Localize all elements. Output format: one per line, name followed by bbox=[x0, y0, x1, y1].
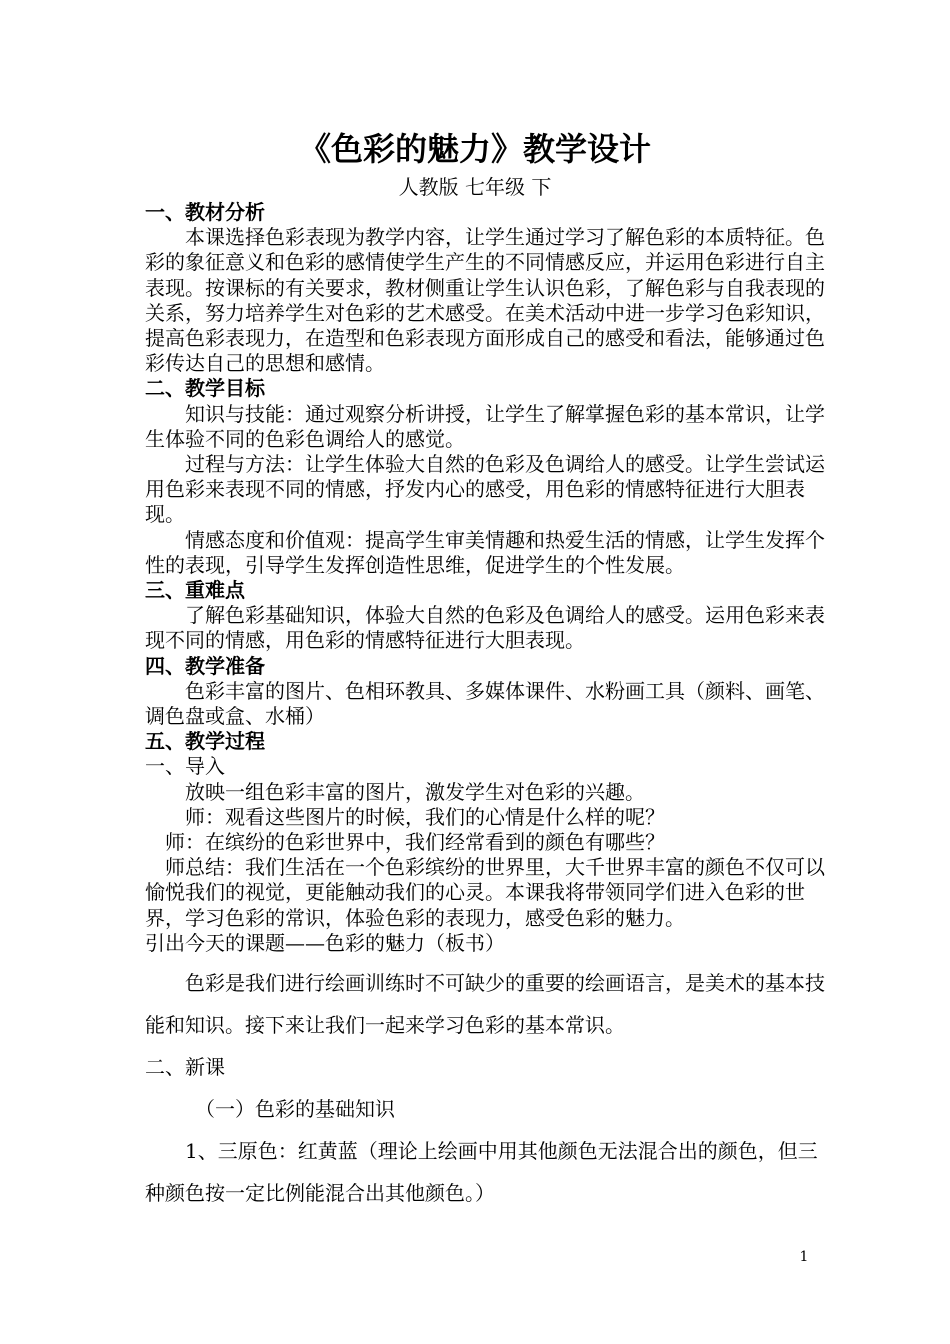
paragraph: 色彩是我们进行绘画训练时不可缺少的重要的绘画语言，是美术的基本技能和知识。接下来让我们一起来学习色彩的基本常识。 bbox=[145, 971, 825, 1038]
document-title: 《色彩的魅力》教学设计 bbox=[298, 130, 651, 168]
paragraph: 师总结：我们生活在一个色彩缤纷的世界里，大千世界丰富的颜色不仅可以愉悦我们的视觉，更能触动我们的心灵。本课我将带领同学们进入色彩的世界，学习色彩的常识，体验色彩的表现力，感受色彩的魅力。 bbox=[145, 855, 825, 930]
section-heading-process: 五、教学过程 bbox=[145, 729, 265, 754]
subsection-heading-intro: 一、导入 bbox=[145, 754, 225, 779]
page-number: 1 bbox=[799, 1249, 809, 1265]
section-heading-key-points: 三、重难点 bbox=[145, 578, 245, 603]
section-heading-materials: 一、教材分析 bbox=[145, 200, 265, 224]
paragraph: 放映一组色彩丰富的图片，激发学生对色彩的兴趣。 bbox=[185, 779, 645, 804]
paragraph: 本课选择色彩表现为教学内容，让学生通过学习了解色彩的本质特征。色彩的象征意义和色彩的感情使学生产生的不同情感反应，并运用色彩进行自主表现。按课标的有关要求，教材侧重让学生认识色彩，了解色彩与自我表现的关系，努力培养学生对色彩的艺术感受。在美术活动中进一步学习色彩知识，提高色彩表现力，在造型和色彩表现方面形成自己的感受和看法，能够通过色彩传达自己的思想和感情。 bbox=[145, 225, 825, 376]
paragraph: 师：观看这些图片的时候，我们的心情是什么样的呢？ bbox=[185, 804, 665, 829]
section-heading-preparation: 四、教学准备 bbox=[145, 653, 265, 678]
paragraph: 引出今天的课题——色彩的魅力（板书） bbox=[145, 930, 505, 955]
paragraph: 知识与技能：通过观察分析讲授，让学生了解掌握色彩的基本常识，让学生体验不同的色彩色调给人的感觉。 bbox=[145, 401, 825, 451]
section-heading-objectives: 二、教学目标 bbox=[145, 376, 265, 401]
paragraph: 情感态度和价值观：提高学生审美情趣和热爱生活的情感，让学生发挥个性的表现，引导学生发挥创造性思维，促进学生的个性发展。 bbox=[145, 527, 825, 577]
paragraph: 色彩丰富的图片、色相环教具、多媒体课件、水粉画工具（颜料、画笔、调色盘或盒、水桶） bbox=[145, 678, 825, 729]
subsection-heading-color-basics: （一）色彩的基础知识 bbox=[195, 1097, 395, 1122]
document-body bbox=[145, 200, 825, 1214]
paragraph: 1、三原色：红黄蓝（理论上绘画中用其他颜色无法混合出的颜色，但三种颜色按一定比例能混合出其他颜色。） bbox=[145, 1139, 818, 1206]
document-subtitle: 人教版 七年级 下 bbox=[398, 175, 552, 199]
paragraph: 过程与方法：让学生体验大自然的色彩及色调给人的感受。让学生尝试运用色彩来表现不同的情感，抒发内心的感受，用色彩的情感特征进行大胆表现。 bbox=[145, 452, 825, 527]
paragraph: 了解色彩基础知识，体验大自然的色彩及色调给人的感受。运用色彩来表现不同的情感，用色彩的情感特征进行大胆表现。 bbox=[145, 603, 825, 653]
paragraph: 师：在缤纷的色彩世界中，我们经常看到的颜色有哪些？ bbox=[165, 830, 665, 855]
subsection-heading-new-lesson: 二、新课 bbox=[145, 1055, 225, 1080]
